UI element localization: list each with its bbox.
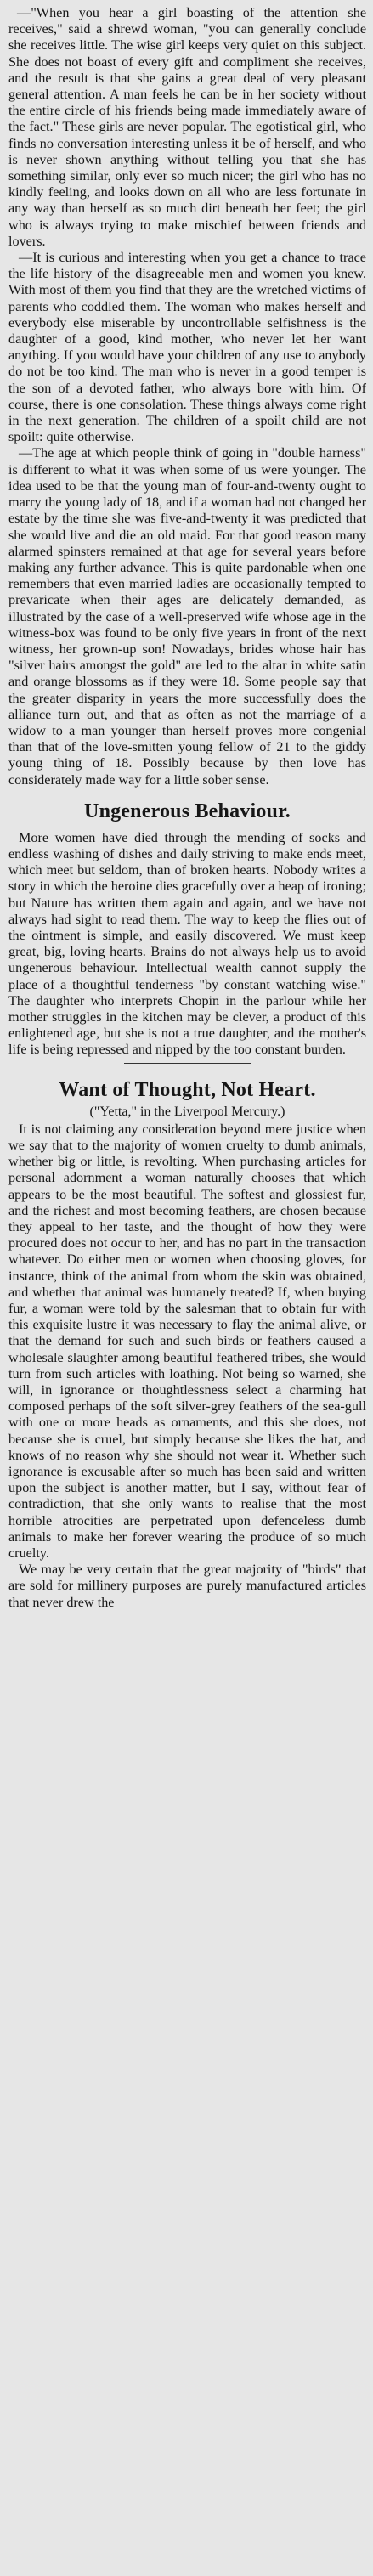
section-ungenerous-behaviour — [8, 800, 366, 1059]
paragraph-marriage-age: —The age at which people think of going in "double harness" is different to what it was when some of us were younger. The idea used to be that the young man of four-and-twenty ought to marry the young lady of 18, and if a woman had not changed her estate by the time she was five-and-twenty it was predicted that she would live and die an old maid. For that good reason many alarmed spinsters remained at that age for several years before making any further advance. This is quite pardonable when one remembers that even married ladies are occasionally tempted to prevaricate when their ages are delicately demanded, as illustrated by the case of a well-preserved wife whose age in the witness-box was found to be only five years in front of the next witness, her grown-up son! Nowadays, brides whose hair has "silver hairs amongst the gold" are led to the altar in white satin and orange blossoms as if they were 18. Some people say that the greater disparity in years the more successfully does the alliance turn out, and that as often as not the marriage of a widow to a man younger than herself proves more congenial than that of the love-smitten young fellow of 21 to the giddy young thing of 18. Possibly because by then love has considerately made way for a little sober sense. — [8, 445, 366, 788]
section-heading: Ungenerous Behaviour. — [84, 799, 291, 822]
paragraph-cruelty-to-animals: It is not claiming any consideration beyond mere justice when we say that to the majority of women cruelty to dumb animals, whether big or little, is revolting. When purchasing articles for personal adornment a woman naturally chooses that which appears to be the most beautiful. The softest and glossiest fur, and the richest and most becoming feathers, are chosen because they appeal to her taste, and the thought of how they were procured does not occur to her, and has no part in the transaction whatever. Do either men or women when choosing gloves, for instance, think of the animal from whom the skin was obtained, and whether that animal was humanely treated? If, when buying fur, a woman were told by the salesman that to obtain fur with this exquisite lustre it was necessary to flay the animal alive, or that the demand for such and such birds or feathers caused a wholesale slaughter among beautiful feathered tribes, she would turn from such articles with loathing. Not being so warned, she will, in ignorance or thoughtlessness select a charming hat composed perhaps of the soft silver-grey feathers of the sea-gull with one or more heads as ornaments, and this she does, not because she is cruel, but simply because she likes the hat, and knows of no reason why she should not wear it. Whether such ignorance is excusable after so much has been said and written upon the subject is another matter, but I say, without fear of contradiction, that she only wants to realise that the most horrible atrocities are perpetrated upon defenceless dumb animals to make her forever wearing the produce of so much cruelty. — [8, 1121, 366, 1562]
section-divider — [124, 1063, 251, 1064]
paragraph-millinery-birds: We may be very certain that the great majority of "birds" that are sold for millinery purposes are purely manufactured articles that never drew the — [8, 1562, 366, 1610]
paragraph-boasting-girl: —"When you hear a girl boasting of the attention she receives," said a shrewd woman, "you can generally conclude she receives little. The wise girl keeps very quiet on this subject. She does not boast of every gift and compliment she receives, and the result is that she gains a great deal of very pleasant general attention. A man feels he can be in her society without the entire circle of his friends being made immediately aware of the fact." These girls are never popular. The egotistical girl, who finds no conversation interesting unless it be of herself, and who is never shown anything without telling you that she has something similar, only ever so much nicer; the girl who has no kindly feeling, and looks down on all who are less fortunate in any way than herself as so much dirt beneath her feet; the girl who is always trying to make mischief between friends and lovers. — [8, 5, 366, 249]
paragraph-spoilt-children: —It is curious and interesting when you get a chance to trace the life history of the disagreeable men and women you knew. With most of them you find that they are the wretched victims of parents who coddled them. The woman who makes herself and everybody else miserable by uncontrollable selfishness is the daughter of a good, kind mother, who never let her want anything. If you would have your children of any use to anybody do not be too kind. The man who is never in a good temper is the son of a devoted father, who always bore with him. Of course, there is one consolation. These things always come right in the next generation. The children of a spoilt child are not spoilt: quite otherwise. — [8, 250, 366, 445]
byline: ("Yetta," in the Liverpool Mercury.) — [89, 1104, 285, 1119]
section-heading: Want of Thought, Not Heart. — [59, 1078, 316, 1101]
section-want-of-thought — [8, 1063, 366, 1611]
paragraph-ungenerous-behaviour: More women have died through the mending of socks and endless washing of dishes and daily striving to make ends meet, which meet but seldom, than of broken hearts. Nobody writes a story in which the heroine dies gracefully over a heap of ironing; but Nature has written them again and again, and we have not always had sight to read them. The way to keep the flies out of the ointment is simple, and easily discovered. We must keep great, big, loving hearts. Brains do not always help us to avoid ungenerous behaviour. Intellectual wealth cannot supply the place of a thoughtful tenderness "by constant watching wise." The daughter who interprets Chopin in the parlour while her mother struggles in the kitchen may be clever, a product of this enlightened age, but she is not a true daughter, and the mother's life is being repressed and nipped by the too constant burden. — [8, 829, 366, 1058]
